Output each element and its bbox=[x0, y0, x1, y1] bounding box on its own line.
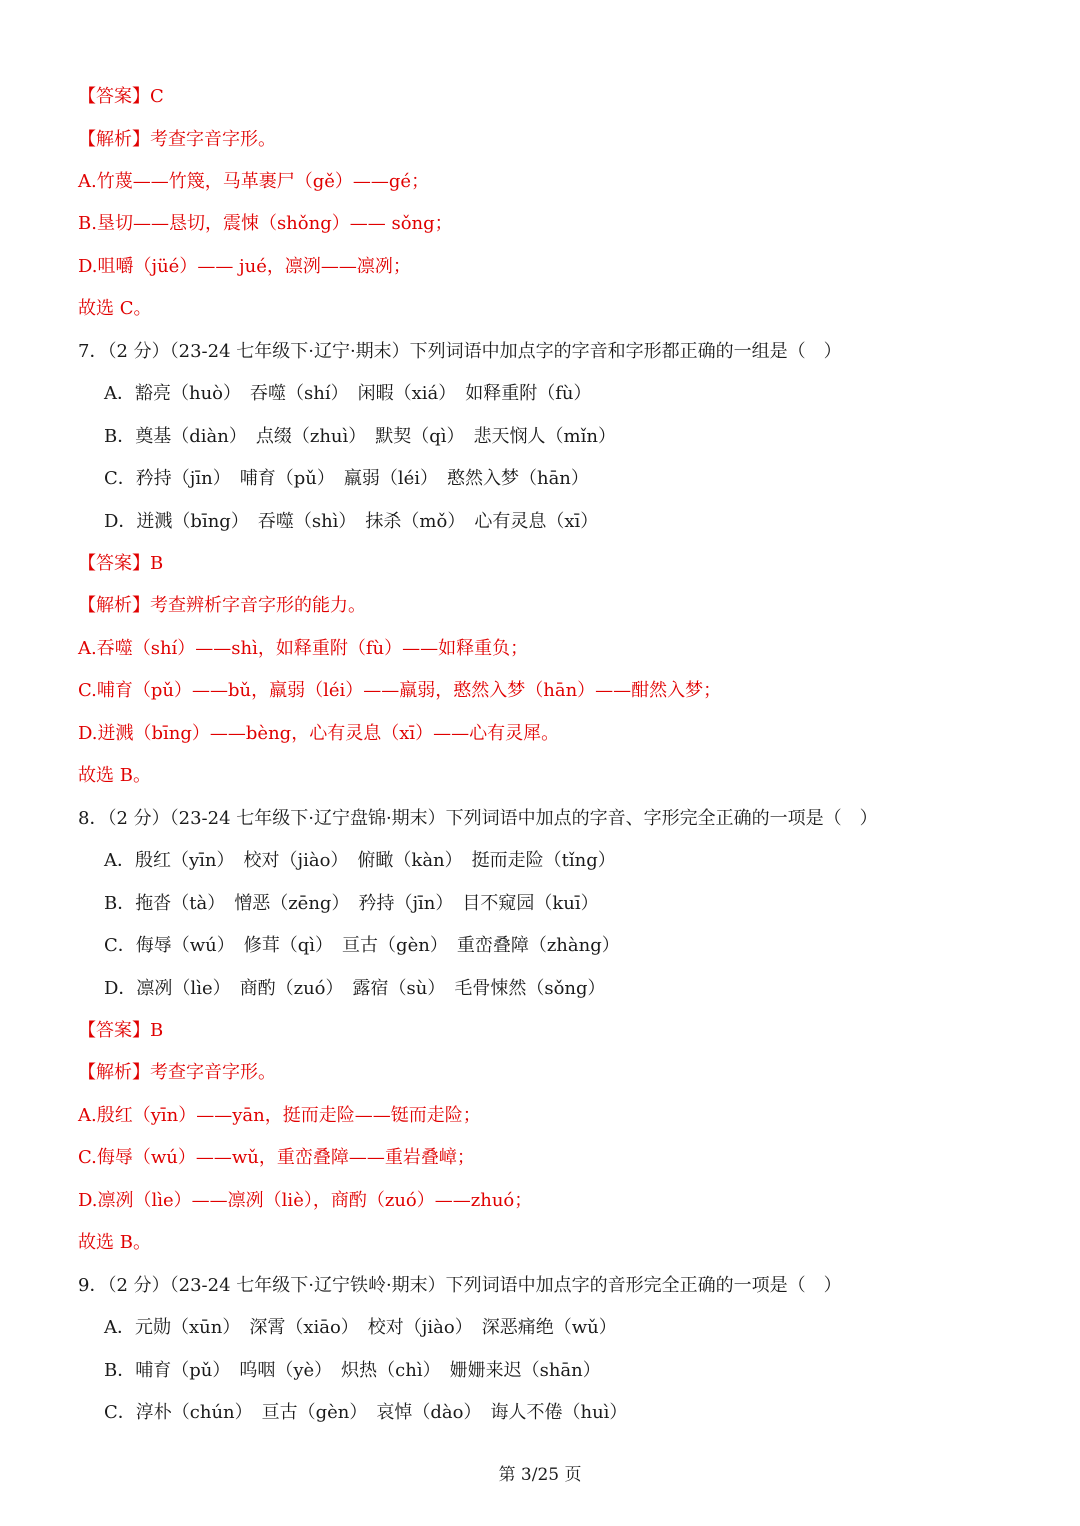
answer-line: 故选 B。 bbox=[78, 1232, 151, 1254]
answer-line: 【答案】B bbox=[78, 1019, 164, 1041]
answer-line: D.迸溅（bīng）——bèng，心有灵息（xī）——心有灵犀。 bbox=[78, 722, 560, 744]
option-line: D．迸溅（bīng） 吞噬（shì） 抹杀（mǒ） 心有灵息（xī） bbox=[104, 510, 599, 532]
answer-line: 【解析】考查字音字形。 bbox=[78, 128, 276, 150]
question-line: 7．（2 分）（23-24 七年级下·辽宁·期末）下列词语中加点字的字音和字形都正确的一组是（ ） bbox=[78, 340, 842, 362]
answer-line: 故选 B。 bbox=[78, 765, 151, 787]
page-footer: 第 3/25 页 bbox=[498, 1465, 582, 1485]
option-line: B．拖沓（tà） 憎恶（zēng） 矜持（jīn） 目不窥园（kuī） bbox=[104, 892, 599, 914]
option-line: B．哺育（pǔ） 呜咽（yè） 炽热（chì） 姗姗来迟（shān） bbox=[104, 1359, 601, 1381]
option-line: C．淳朴（chún） 亘古（gèn） 哀悼（dào） 诲人不倦（huì） bbox=[104, 1402, 628, 1423]
question-line: 8．（2 分）（23-24 七年级下·辽宁盘锦·期末）下列词语中加点的字音、字形完全正确的一项是（ ） bbox=[78, 807, 878, 829]
answer-line: D.凛冽（lìe）——凛冽（liè），商酌（zuó）——zhuó； bbox=[78, 1189, 533, 1211]
answer-line: 【答案】C bbox=[78, 86, 164, 107]
answer-line: C.哺育（pǔ）——bǔ，羸弱（léi）——羸弱，憨然入梦（hān）——酣然入梦； bbox=[78, 680, 722, 702]
option-line: A．殷红（yīn） 校对（jiào） 俯瞰（kàn） 挺而走险（tǐng） bbox=[104, 850, 616, 872]
question-line: 9．（2 分）（23-24 七年级下·辽宁铁岭·期末）下列词语中加点字的音形完全正确的一项是（ ） bbox=[78, 1274, 842, 1296]
answer-line: 【解析】考查字音字形。 bbox=[78, 1062, 276, 1084]
answer-line: A.吞噬（shí）——shì，如释重附（fù）——如释重负； bbox=[78, 637, 529, 659]
answer-line: A.竹蔑——竹篾，马革裹尸（gě）——gé； bbox=[78, 170, 430, 192]
answer-line: 故选 C。 bbox=[78, 298, 152, 320]
answer-line: D.咀嚼（jüé）—— jué，凛洌——凛冽； bbox=[78, 255, 411, 277]
option-line: A．元勋（xūn） 深霄（xiāo） 校对（jiào） 深恶痛绝（wǔ） bbox=[104, 1317, 617, 1339]
answer-line: 【解析】考查辨析字音字形的能力。 bbox=[78, 595, 366, 617]
option-line: C．矜持（jīn） 哺育（pǔ） 羸弱（léi） 憨然入梦（hān） bbox=[104, 468, 589, 490]
answer-line: A.殷红（yīn）——yān，挺而走险——铤而走险； bbox=[78, 1104, 481, 1126]
answer-line: 【答案】B bbox=[78, 553, 164, 574]
option-line: D．凛冽（lìe） 商酌（zuó） 露宿（sù） 毛骨悚然（sǒng） bbox=[104, 977, 606, 999]
option-line: A．豁亮（huò） 吞噬（shí） 闲暇（xiá） 如释重附（fù） bbox=[104, 383, 592, 405]
answer-line: C.侮辱（wú）——wǔ，重峦叠障——重岩叠嶂； bbox=[78, 1147, 475, 1169]
answer-line: B.垦切——恳切，震悚（shǒng）—— sǒng； bbox=[78, 213, 453, 235]
option-line: B．奠基（diàn） 点缀（zhuì） 默契（qì） 悲天悯人（mǐn） bbox=[104, 425, 616, 447]
option-line: C．侮辱（wú） 修茸（qì） 亘古（gèn） 重峦叠障（zhàng） bbox=[104, 935, 620, 956]
